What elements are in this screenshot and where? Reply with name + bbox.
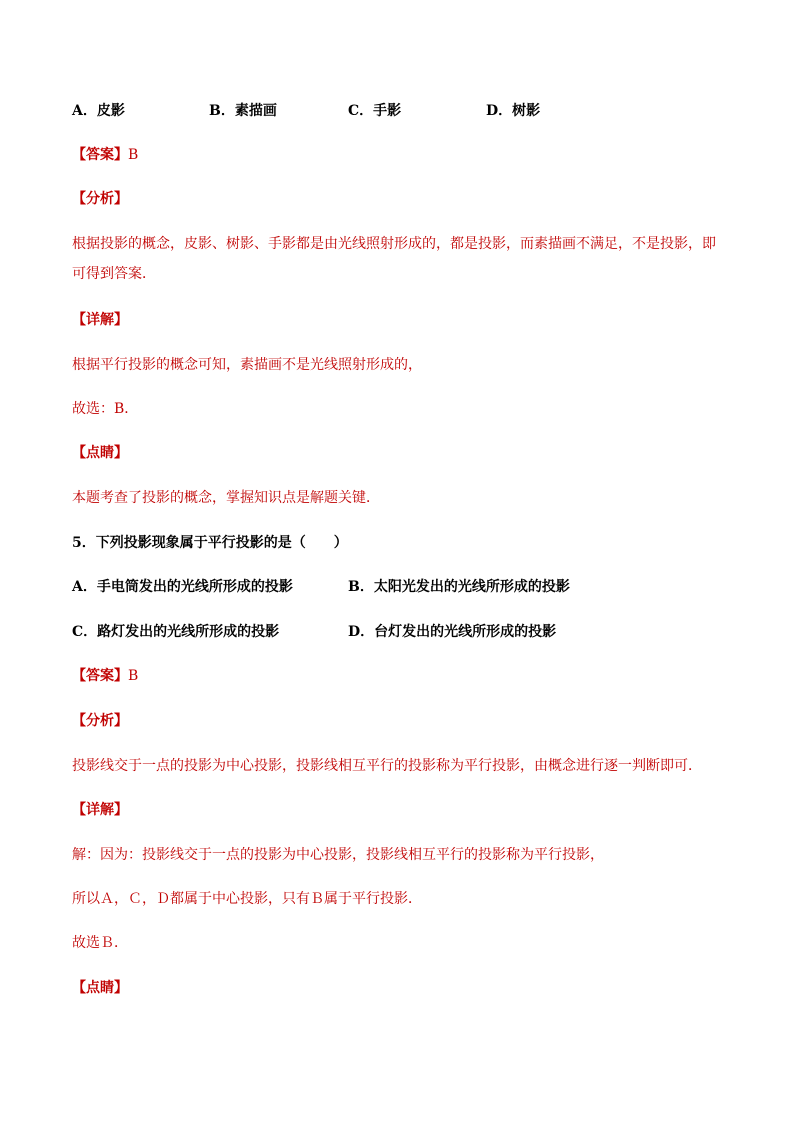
q5-answer-row bbox=[72, 666, 138, 686]
q5-analysis-tag: 【分析】 bbox=[72, 713, 128, 729]
q5-option-b: B．太阳光发出的光线所形成的投影 bbox=[348, 579, 570, 595]
q4-detail-line-1: 根据平行投影的概念可知，素描画不是光线照射形成的， bbox=[72, 357, 422, 373]
q4-analysis-tag: 【分析】 bbox=[72, 191, 128, 207]
q4-detail-line-2: 故选：B． bbox=[72, 401, 139, 417]
q4-answer-tag: 【答案】 bbox=[72, 147, 128, 163]
q4-detail-tag: 【详解】 bbox=[72, 312, 128, 328]
q5-detail-line-1: 解：因为：投影线交于一点的投影为中心投影，投影线相互平行的投影称为平行投影， bbox=[72, 847, 604, 863]
q4-comment-line: 本题考查了投影的概念，掌握知识点是解题关键． bbox=[72, 490, 380, 506]
q4-option-d: D．树影 bbox=[486, 103, 541, 119]
q5-answer-tag: 【答案】 bbox=[72, 668, 128, 684]
q5-analysis-line: 投影线交于一点的投影为中心投影，投影线相互平行的投影称为平行投影，由概念进行逐一判断即可． bbox=[72, 758, 702, 774]
q4-comment-tag: 【点睛】 bbox=[72, 445, 128, 461]
q4-answer-value: B bbox=[128, 147, 139, 163]
q4-answer-row bbox=[72, 145, 138, 165]
q5-answer-value: B bbox=[128, 668, 139, 684]
q5-stem: 5．下列投影现象属于平行投影的是（ ） bbox=[72, 535, 348, 551]
q5-detail-line-3: 故选Ｂ． bbox=[72, 935, 128, 951]
q5-option-a: A．手电筒发出的光线所形成的投影 bbox=[72, 579, 293, 595]
q5-option-d: D．台灯发出的光线所形成的投影 bbox=[348, 624, 557, 640]
q5-comment-tag: 【点睛】 bbox=[72, 980, 128, 996]
q4-analysis-line-2: 可得到答案． bbox=[72, 266, 156, 282]
q5-option-c: C．路灯发出的光线所形成的投影 bbox=[72, 624, 280, 640]
q4-analysis-line-1: 根据投影的概念，皮影、树影、手影都是由光线照射形成的，都是投影，而素描画不满足，不是投影，即 bbox=[72, 236, 716, 252]
q4-option-c: C．手影 bbox=[348, 103, 402, 119]
q4-option-a: A．皮影 bbox=[72, 103, 125, 119]
q4-option-b: B．素描画 bbox=[209, 103, 277, 119]
q5-detail-tag: 【详解】 bbox=[72, 802, 128, 818]
q5-detail-line-2: 所以Ａ，Ｃ，Ｄ都属于中心投影，只有Ｂ属于平行投影． bbox=[72, 891, 422, 907]
